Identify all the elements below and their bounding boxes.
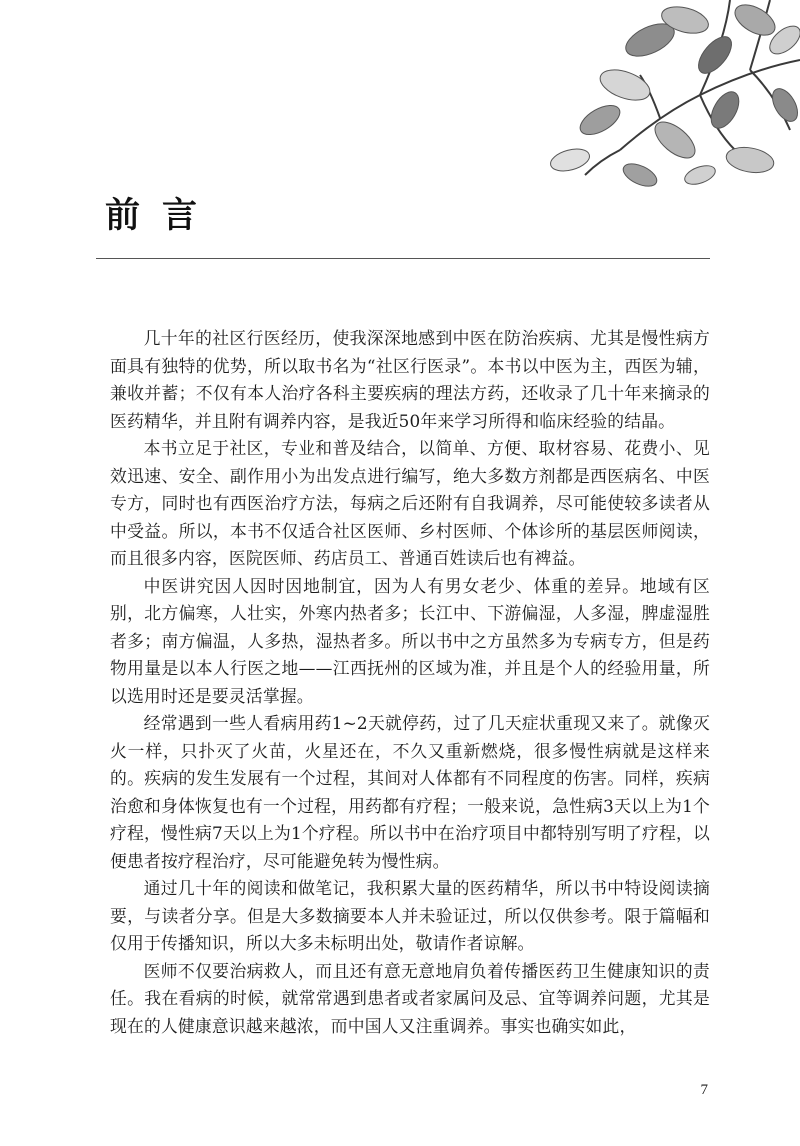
paragraph: 医师不仅要治病救人，而且还有意无意地肩负着传播医药卫生健康知识的责任。我在看病的时候，就常常遇到患者或者家属问及忌、宜等调养问题，尤其是现在的人健康意识越来越浓，而中国人又注重调养。事实也确实如此， bbox=[110, 960, 710, 1036]
preface-heading: 前言 bbox=[105, 195, 220, 236]
page-number: 7 bbox=[700, 1082, 708, 1098]
paragraph: 通过几十年的阅读和做笔记，我积累大量的医药精华，所以书中特设阅读摘要，与读者分享。但是大多数摘要本人并未验证过，所以仅供参考。限于篇幅和仅用于传播知识，所以大多未标明出处，敬请作者谅解。 bbox=[110, 878, 710, 953]
paragraph: 经常遇到一些人看病用药1~2天就停药，过了几天症状重现又来了。就像灭火一样，只扑灭了火苗，火星还在，不久又重新燃烧，很多慢性病就是这样来的。疾病的发生发展有一个过程，其间对人体都有不同程度的伤害。同样，疾病治愈和身体恢复也有一个过程，用药都有疗程；一般来说，急性病3天以上为1个疗程，慢性病7天以上为1个疗程。所以书中在治疗项目中都特别写明了疗程，以便患者按疗程治疗，尽可能避免转为慢性病。 bbox=[110, 713, 710, 871]
paragraph: 中医讲究因人因时因地制宜，因为人有男女老少、体重的差异。地域有区别，北方偏寒，人壮实，外寒内热者多；长江中、下游偏湿，人多湿，脾虚湿胜者多；南方偏温，人多热，湿热者多。所以书中之方虽然多为专病专方，但是药物用量是以本人行医之地——江西抚州的区域为准，并且是个人的经验用量，所以选用时还是要灵活掌握。 bbox=[110, 575, 710, 706]
paragraph: 几十年的社区行医经历，使我深深地感到中医在防治疾病、尤其是慢性病方面具有独特的优势，所以取书名为“社区行医录”。本书以中医为主，西医为辅，兼收并蓄；不仅有本人治疗各科主要疾病的理法方药，还收录了几十年来摘录的医药精华，并且附有调养内容，是我近50年来学习所得和临床经验的结晶。 bbox=[110, 328, 710, 431]
heading-divider bbox=[96, 258, 710, 259]
paragraph: 本书立足于社区，专业和普及结合，以简单、方便、取材容易、花费小、见效迅速、安全、副作用小为出发点进行编写，绝大多数方剂都是西医病名、中医专方，同时也有西医治疗方法，每病之后还附有自我调养，尽可能使较多读者从中受益。所以，本书不仅适合社区医师、乡村医师、个体诊所的基层医师阅读，而且很多内容，医院医师、药店员工、普通百姓读后也有裨益。 bbox=[110, 438, 710, 568]
preface-body bbox=[110, 325, 710, 1040]
leaf-branch-illustration bbox=[500, 0, 800, 190]
